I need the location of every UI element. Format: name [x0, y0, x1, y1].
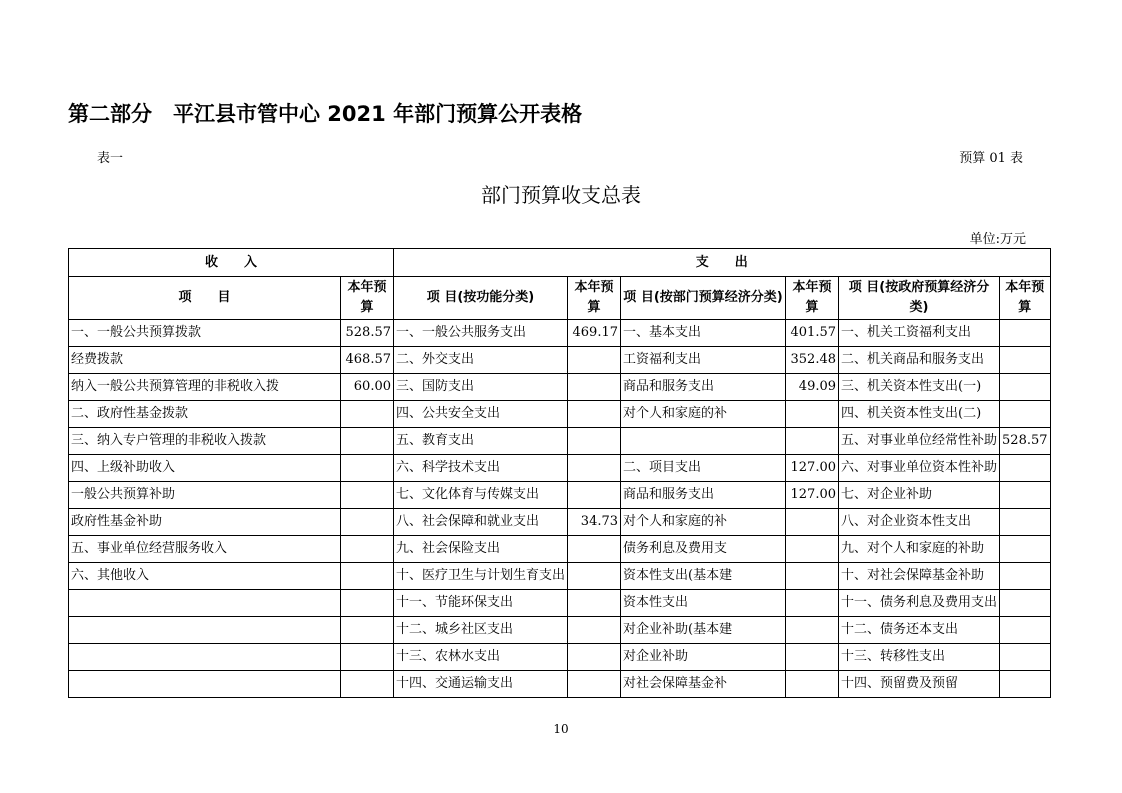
gov-amount-cell — [1000, 536, 1051, 563]
income-amount-cell: 468.57 — [341, 347, 394, 374]
income-amount-header: 本年预算 — [341, 277, 394, 320]
table-row — [69, 671, 1051, 698]
dept-item-cell: 商品和服务支出 — [621, 374, 786, 401]
gov-amount-cell — [1000, 671, 1051, 698]
income-item-cell: 三、纳入专户管理的非税收入拨款 — [69, 428, 341, 455]
gov-amount-cell — [1000, 617, 1051, 644]
dept-item-cell: 工资福利支出 — [621, 347, 786, 374]
func-amount-cell: 469.17 — [568, 320, 621, 347]
income-item-cell — [69, 590, 341, 617]
dept-item-cell — [621, 428, 786, 455]
dept-amount-cell: 352.48 — [786, 347, 839, 374]
income-amount-cell — [341, 563, 394, 590]
gov-item-cell: 十四、预留费及预留 — [839, 671, 1000, 698]
income-amount-cell — [341, 509, 394, 536]
section-header-row — [69, 249, 1051, 277]
income-section-header: 收 入 — [69, 249, 394, 277]
func-amount-header: 本年预算 — [568, 277, 621, 320]
func-amount-cell — [568, 401, 621, 428]
func-item-cell: 十一、节能环保支出 — [394, 590, 568, 617]
func-item-cell: 六、科学技术支出 — [394, 455, 568, 482]
table-number: 表一 — [97, 151, 124, 166]
func-amount-cell — [568, 347, 621, 374]
func-amount-cell — [568, 482, 621, 509]
table-row — [69, 428, 1051, 455]
dept-amount-cell — [786, 590, 839, 617]
gov-item-cell: 九、对个人和家庭的补助 — [839, 536, 1000, 563]
gov-amount-cell — [1000, 590, 1051, 617]
income-amount-cell — [341, 401, 394, 428]
income-amount-cell — [341, 671, 394, 698]
table-row — [69, 590, 1051, 617]
column-header-row — [69, 277, 1051, 320]
gov-amount-cell — [1000, 347, 1051, 374]
gov-amount-cell — [1000, 509, 1051, 536]
income-item-cell — [69, 644, 341, 671]
income-item-cell — [69, 671, 341, 698]
func-amount-cell — [568, 536, 621, 563]
income-amount-cell: 528.57 — [341, 320, 394, 347]
dept-item-header: 项 目(按部门预算经济分类) — [621, 277, 786, 320]
func-item-cell: 四、公共安全支出 — [394, 401, 568, 428]
gov-item-cell: 二、机关商品和服务支出 — [839, 347, 1000, 374]
table-row — [69, 320, 1051, 347]
func-item-cell: 二、外交支出 — [394, 347, 568, 374]
func-amount-cell — [568, 644, 621, 671]
income-item-cell — [69, 617, 341, 644]
part-title: 第二部分 平江县市管中心 2021 年部门预算公开表格 — [68, 102, 583, 126]
func-item-cell: 一、一般公共服务支出 — [394, 320, 568, 347]
budget-form-number: 预算 01 表 — [959, 151, 1023, 166]
dept-item-cell: 对个人和家庭的补 — [621, 509, 786, 536]
dept-amount-cell — [786, 536, 839, 563]
dept-amount-cell: 127.00 — [786, 482, 839, 509]
dept-item-cell: 对个人和家庭的补 — [621, 401, 786, 428]
gov-item-cell: 四、机关资本性支出(二) — [839, 401, 1000, 428]
gov-amount-cell — [1000, 644, 1051, 671]
func-amount-cell — [568, 428, 621, 455]
income-amount-cell: 60.00 — [341, 374, 394, 401]
gov-item-cell: 八、对企业资本性支出 — [839, 509, 1000, 536]
gov-item-cell: 十、对社会保障基金补助 — [839, 563, 1000, 590]
func-amount-cell — [568, 590, 621, 617]
func-item-cell: 十、医疗卫生与计划生育支出 — [394, 563, 568, 590]
dept-amount-cell — [786, 671, 839, 698]
func-item-cell: 十四、交通运输支出 — [394, 671, 568, 698]
income-item-cell: 四、上级补助收入 — [69, 455, 341, 482]
func-item-cell: 八、社会保障和就业支出 — [394, 509, 568, 536]
gov-amount-cell — [1000, 455, 1051, 482]
table-row — [69, 347, 1051, 374]
func-amount-cell — [568, 563, 621, 590]
func-amount-cell — [568, 374, 621, 401]
unit-label: 单位:万元 — [969, 232, 1026, 247]
income-item-cell: 二、政府性基金拨款 — [69, 401, 341, 428]
func-amount-cell — [568, 617, 621, 644]
table-row — [69, 482, 1051, 509]
dept-amount-cell — [786, 563, 839, 590]
dept-amount-header: 本年预算 — [786, 277, 839, 320]
func-amount-cell — [568, 671, 621, 698]
dept-item-cell: 资本性支出(基本建 — [621, 563, 786, 590]
income-amount-cell — [341, 644, 394, 671]
table-row — [69, 536, 1051, 563]
page-number: 10 — [553, 722, 569, 736]
income-item-cell: 六、其他收入 — [69, 563, 341, 590]
gov-item-cell: 三、机关资本性支出(一) — [839, 374, 1000, 401]
table-row — [69, 617, 1051, 644]
table-row — [69, 644, 1051, 671]
income-amount-cell — [341, 455, 394, 482]
expense-section-header: 支 出 — [394, 249, 1051, 277]
income-amount-cell — [341, 482, 394, 509]
income-amount-cell — [341, 428, 394, 455]
gov-amount-cell — [1000, 401, 1051, 428]
gov-item-cell: 十三、转移性支出 — [839, 644, 1000, 671]
income-item-cell: 一、一般公共预算拨款 — [69, 320, 341, 347]
dept-amount-cell: 127.00 — [786, 455, 839, 482]
dept-amount-cell — [786, 617, 839, 644]
table-row — [69, 374, 1051, 401]
table-row — [69, 401, 1051, 428]
func-item-cell: 十二、城乡社区支出 — [394, 617, 568, 644]
dept-item-cell: 二、项目支出 — [621, 455, 786, 482]
gov-amount-cell — [1000, 563, 1051, 590]
income-item-cell: 五、事业单位经营服务收入 — [69, 536, 341, 563]
income-amount-cell — [341, 617, 394, 644]
dept-item-cell: 一、基本支出 — [621, 320, 786, 347]
gov-amount-cell — [1000, 482, 1051, 509]
dept-item-cell: 商品和服务支出 — [621, 482, 786, 509]
func-item-header: 项 目(按功能分类) — [394, 277, 568, 320]
gov-item-cell: 十二、债务还本支出 — [839, 617, 1000, 644]
dept-amount-cell — [786, 428, 839, 455]
func-item-cell: 十三、农林水支出 — [394, 644, 568, 671]
table-title: 部门预算收支总表 — [481, 183, 641, 207]
dept-item-cell: 对企业补助 — [621, 644, 786, 671]
income-amount-cell — [341, 590, 394, 617]
gov-item-cell: 一、机关工资福利支出 — [839, 320, 1000, 347]
income-item-header: 项 目 — [69, 277, 341, 320]
dept-amount-cell — [786, 644, 839, 671]
gov-amount-cell — [1000, 320, 1051, 347]
table-row — [69, 509, 1051, 536]
dept-amount-cell: 401.57 — [786, 320, 839, 347]
income-item-cell: 纳入一般公共预算管理的非税收入拨 — [69, 374, 341, 401]
gov-item-header: 项 目(按政府预算经济分类) — [839, 277, 1000, 320]
gov-item-cell: 六、对事业单位资本性补助 — [839, 455, 1000, 482]
func-item-cell: 三、国防支出 — [394, 374, 568, 401]
gov-item-cell: 十一、债务利息及费用支出 — [839, 590, 1000, 617]
func-item-cell: 五、教育支出 — [394, 428, 568, 455]
table-row — [69, 563, 1051, 590]
dept-item-cell: 对企业补助(基本建 — [621, 617, 786, 644]
func-amount-cell: 34.73 — [568, 509, 621, 536]
budget-summary-table — [68, 248, 1051, 698]
income-item-cell: 经费拨款 — [69, 347, 341, 374]
func-amount-cell — [568, 455, 621, 482]
table-row — [69, 455, 1051, 482]
gov-amount-cell — [1000, 374, 1051, 401]
dept-item-cell: 对社会保障基金补 — [621, 671, 786, 698]
dept-amount-cell — [786, 401, 839, 428]
dept-item-cell: 债务利息及费用支 — [621, 536, 786, 563]
dept-item-cell: 资本性支出 — [621, 590, 786, 617]
gov-amount-cell: 528.57 — [1000, 428, 1051, 455]
gov-amount-header: 本年预算 — [1000, 277, 1051, 320]
income-item-cell: 一般公共预算补助 — [69, 482, 341, 509]
income-item-cell: 政府性基金补助 — [69, 509, 341, 536]
dept-amount-cell — [786, 509, 839, 536]
gov-item-cell: 七、对企业补助 — [839, 482, 1000, 509]
func-item-cell: 九、社会保险支出 — [394, 536, 568, 563]
income-amount-cell — [341, 536, 394, 563]
dept-amount-cell: 49.09 — [786, 374, 839, 401]
func-item-cell: 七、文化体育与传媒支出 — [394, 482, 568, 509]
gov-item-cell: 五、对事业单位经常性补助 — [839, 428, 1000, 455]
